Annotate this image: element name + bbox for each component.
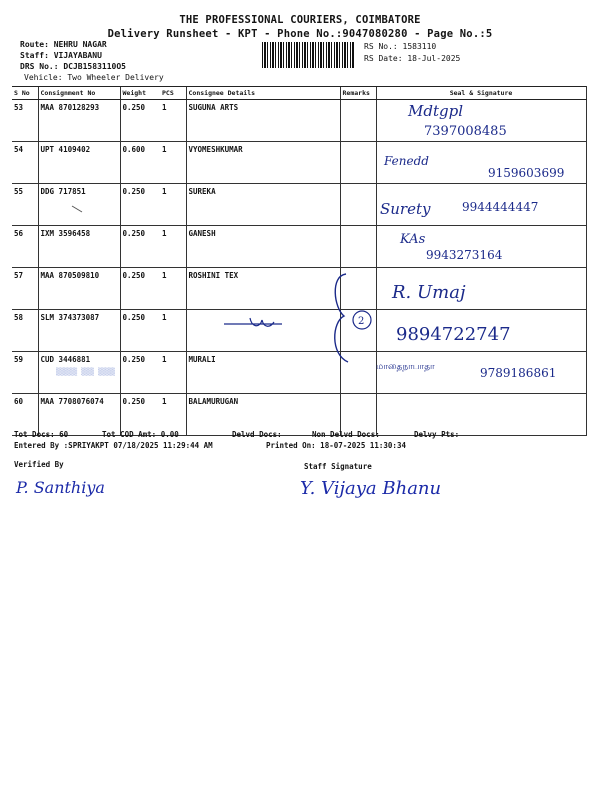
row-weight: 0.250 [120,100,160,142]
phone-54: 9159603699 [488,166,565,180]
signature-59: மாதைநாபாதா [376,362,435,372]
col-consignee-details: Consignee Details [186,87,340,100]
row-sno: 60 [12,394,38,436]
scribble-mark-icon [222,314,292,332]
phone-55: 9944444447 [462,200,539,214]
row-remarks [340,184,376,226]
row-consignment: UPT 4109402 [38,142,120,184]
row-sno: 57 [12,268,38,310]
row-sno: 54 [12,142,38,184]
phone-58: 9894722747 [396,324,511,345]
tot-cod-amt: Tot COD Amt: 0.00 [102,430,179,439]
tot-docs: Tot Docs: 60 [14,430,69,439]
vehicle-label: Vehicle: Two Wheeler Delivery [24,73,164,82]
rs-date: RS Date: 18-Jul-2025 [364,54,461,63]
rs-no: RS No.: 1583110 [364,42,437,51]
signature-57: R. Umaj [392,282,466,303]
verifier-signature: P. Santhiya [16,478,105,497]
row-consignee: SUREKA [186,184,340,226]
table-header-row [12,87,586,100]
row-consignee: SUGUNA ARTS [186,100,340,142]
route-label: Route: NEHRU NAGAR [20,40,107,49]
staff-signature-label: Staff Signature [304,462,372,471]
faint-stamp: ▒▒▒▒▒ ▒▒▒ ▒▒▒▒ [56,368,116,376]
col-weight: Weight [120,87,160,100]
row-consignment: MAA 7708076074 [38,394,120,436]
row-consignee: BALAMURUGAN [186,394,340,436]
col-seal-signature: Seal & Signature [376,87,586,100]
row-weight: 0.250 [120,394,160,436]
row-signature-cell [376,394,586,436]
row-consignment: MAA 870128293 [38,100,120,142]
row-consignee: VYOMESHKUMAR [186,142,340,184]
company-title: THE PROFESSIONAL COURIERS, COIMBATORE [179,14,421,26]
table-row [12,394,586,436]
row-pcs: 1 [160,226,186,268]
row-weight: 0.250 [120,268,160,310]
phone-59: 9789186861 [480,366,557,380]
row-consignee: MURALI [186,352,340,394]
col-sno: S No [12,87,38,100]
signature-54: Fenedd [384,154,429,168]
row-pcs: 1 [160,352,186,394]
row-pcs: 1 [160,184,186,226]
table-row [12,268,586,310]
row-remarks [340,142,376,184]
delvy-pts: Delvy Pts: [414,430,460,439]
drs-label: DRS No.: DCJB1583110O5 [20,62,126,71]
col-pcs: PCS [160,87,186,100]
signature-53: Mdtgpl [408,102,463,120]
pen-mark-icon [70,204,86,214]
row-pcs: 1 [160,268,186,310]
row-sno: 53 [12,100,38,142]
barcode [262,42,354,68]
row-weight: 0.250 [120,352,160,394]
row-consignee: GANESH [186,226,340,268]
phone-56: 9943273164 [426,248,503,262]
row-sno: 58 [12,310,38,352]
row-consignment: SLM 374373087 [38,310,120,352]
svg-text:2: 2 [358,316,365,327]
row-weight: 0.600 [120,142,160,184]
signature-55: Surety [380,200,431,218]
row-consignment: IXM 3596458 [38,226,120,268]
row-pcs: 1 [160,100,186,142]
runsheet-subtitle: Delivery Runsheet - KPT - Phone No.:9047080280 - Page No.:5 [107,28,493,40]
col-remarks: Remarks [340,87,376,100]
row-pcs: 1 [160,394,186,436]
row-sno: 56 [12,226,38,268]
entered-by: Entered By :SPRIYAKPT 07/18/2025 11:29:44 AM [14,441,213,450]
phone-53: 7397008485 [424,124,507,139]
printed-on: Printed On: 18-07-2025 11:30:34 [266,441,406,450]
row-pcs: 1 [160,142,186,184]
row-weight: 0.250 [120,310,160,352]
staff-signature: Y. Vijaya Bhanu [300,478,442,499]
delvd-docs: Delvd Docs: [232,430,282,439]
row-weight: 0.250 [120,226,160,268]
row-weight: 0.250 [120,184,160,226]
row-sno: 59 [12,352,38,394]
row-consignee: ROSHINI TEX [186,268,340,310]
brace-scribble-icon [324,268,376,368]
row-pcs: 1 [160,310,186,352]
row-consignment: MAA 870509810 [38,268,120,310]
non-delvd-docs: Non Delvd Docs: [312,430,380,439]
row-consignment: DDG 717851 [38,184,120,226]
staff-label: Staff: VIJAYABANU [20,51,102,60]
col-consignment: Consignment No [38,87,120,100]
verified-by-label: Verified By [14,460,64,469]
row-remarks [340,226,376,268]
row-sno: 55 [12,184,38,226]
row-consignment: CUD 3446881 [38,352,120,394]
signature-56: KAs [400,232,426,247]
row-remarks [340,100,376,142]
